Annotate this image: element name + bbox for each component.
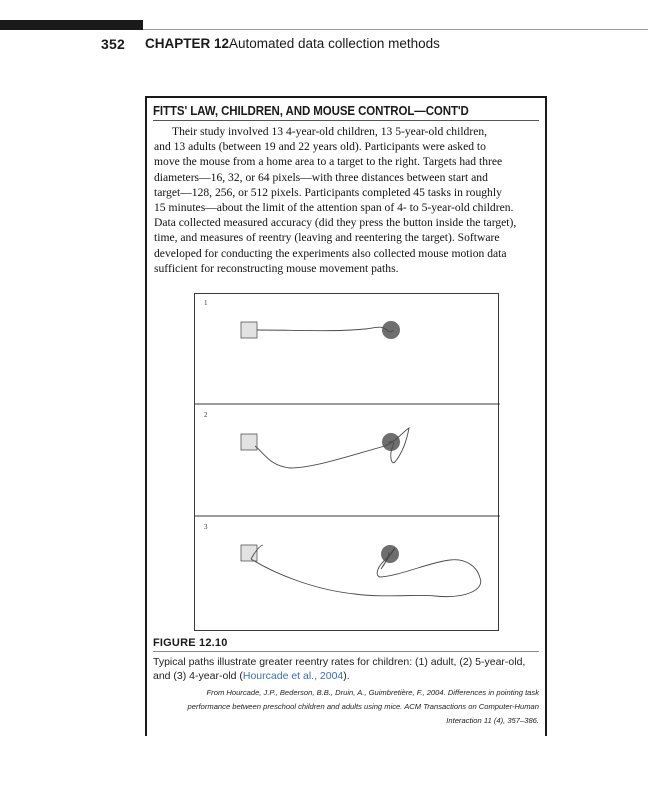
home-area [241, 434, 257, 450]
box-title-rule [153, 120, 539, 121]
figure-rule [153, 651, 539, 652]
figure-source [144, 686, 539, 728]
chapter-label: CHAPTER 12 [145, 36, 230, 51]
target [382, 433, 400, 451]
body-line: sufficient for reconstructing mouse movement paths. [154, 261, 399, 275]
page-number: 352 [101, 36, 125, 52]
panel-label: 1 [204, 299, 208, 307]
source-line: Interaction 11 (4), 357–386. [446, 716, 539, 725]
header-bar [0, 20, 143, 30]
panel-label: 3 [204, 523, 208, 531]
body-line: move the mouse from a home area to a target to the right. Targets had three [154, 155, 503, 169]
body-line: Data collected measured accuracy (did they press the button inside the target), [154, 216, 517, 230]
source-line: performance between preschool children and adults using mice. ACM Transactions on Computer-Human [187, 702, 539, 711]
source-line: From Hourcade, J.P., Bederson, B.B., Druin, A., Guimbretière, F., 2004. Differences in pointing task [206, 688, 539, 697]
header-rule [143, 29, 648, 30]
box-title: FITTS' LAW, CHILDREN, AND MOUSE CONTROL—CONT'D [153, 104, 469, 118]
body-line: target—128, 256, or 512 pixels. Participants completed 45 tasks in roughly [154, 185, 502, 199]
target [382, 321, 400, 339]
panel-label: 2 [204, 411, 208, 419]
figure-paths [194, 293, 499, 631]
mouse-paths-illustration [195, 294, 500, 632]
home-area [241, 322, 257, 338]
body-line: diameters—16, 32, or 64 pixels—with three distances between start and [154, 170, 488, 184]
figure-label: FIGURE 12.10 [153, 637, 228, 649]
citation-link[interactable]: Hourcade et al., 2004 [242, 670, 344, 682]
sidebar-box [145, 96, 547, 736]
box-body [154, 124, 536, 276]
body-line: time, and measures of reentry (leaving and reentering the target). Software [154, 231, 500, 245]
caption-text-end: ). [343, 670, 350, 682]
chapter-title: Automated data collection methods [229, 36, 440, 51]
caption-text: Typical paths illustrate greater reentry rates for children: (1) adult, (2) 5-year-old, and (3) 4-year-old ( [153, 656, 526, 682]
mouse-path [251, 545, 481, 597]
mouse-path [257, 327, 393, 332]
figure-caption [153, 655, 545, 683]
body-line: 15 minutes—about the limit of the attention span of 4- to 5-year-old children. [154, 201, 514, 215]
body-line: and 13 adults (between 19 and 22 years old). Participants were asked to [154, 140, 486, 154]
body-line: Their study involved 13 4-year-old children, 13 5-year-old children, [172, 125, 488, 138]
body-line: developed for conducting the experiments also collected mouse motion data [154, 246, 507, 260]
